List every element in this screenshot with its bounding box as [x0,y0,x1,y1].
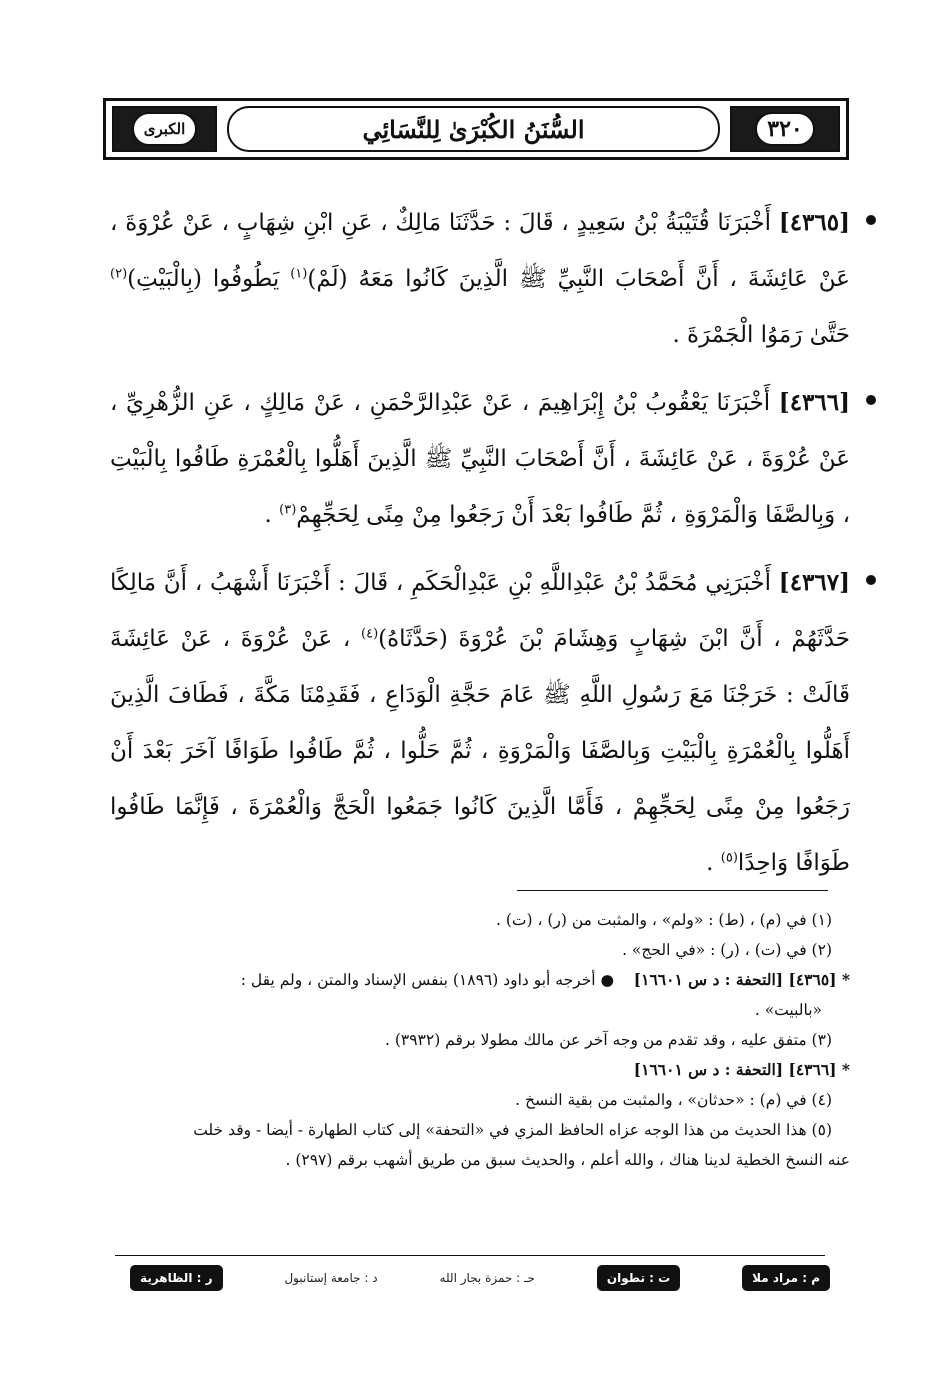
takhrij-continuation: «بالبيت» . [754,1001,822,1019]
footnote-1: (١) في (م) ، (ط) : «ولم» ، والمثبت من (ر) ، (ت) . [495,911,832,929]
hadith-text: ، عَنْ عُرْوَةَ ، عَنْ عَائِشَةَ قَالَتْ : خَرَجْنَا مَعَ رَسُولِ اللَّهِ ﷺ عَامَ حَجَّةِ الْوَدَاعِ ، فَقَدِمْنَا مَكَّةَ ، فَطَافَ الَّذِينَ أَهَلُّوا بِالْعُمْرَةِ بِالْبَيْتِ وَبِالصَّفَا وَالْمَرْوَةِ ، ثُمَّ حَلُّوا ، ثُمَّ طَافُوا طَوَافًا آخَرَ بَعْدَ أَنْ رَجَعُوا مِنْ مِنًى لِحَجِّهِمْ ، فَأَمَّا الَّذِينَ كَانُوا جَمَعُوا الْحَجَّ وَالْعُمْرَةَ ، فَإِنَّمَا طَافُوا طَوَافًا وَاحِدًا [110,626,850,876]
footnote-3: (٣) متفق عليه ، وقد تقدم من وجه آخر عن مالك مطولا برقم (٣٩٣٢) . [384,1031,832,1049]
footnote-ref: (٥) [720,850,738,866]
bullet-icon [866,215,876,225]
hadith-text: أَخْبَرَنِي مُحَمَّدُ بْنُ عَبْدِاللَّهِ بْنِ عَبْدِالْحَكَمِ ، قَالَ : أَخْبَرَنَا أَشْهَبُ ، أَنَّ مَالِكًا حَدَّثَهُمْ ، أَنَّ ابْنَ شِهَابٍ وَهِشَامَ بْنَ عُرْوَةَ (حَدَّثَاهُ) [110,570,850,652]
page-number-frame [730,106,840,152]
footnote-ref: (١) [290,266,308,282]
takhrij-text: ● أخرجه أبو داود (١٨٩٦) بنفس الإسناد والمتن ، ولم يقل : [240,971,615,989]
hadith-text: أَخْبَرَنَا قُتَيْبَةُ بْنُ سَعِيدٍ ، قَالَ : حَدَّثَنَا مَالِكٌ ، عَنِ ابْنِ شِهَابٍ ، عَنْ عُرْوَةَ ، عَنْ عَائِشَةَ ، أَنَّ أَصْحَابَ النَّبِيِّ ﷺ الَّذِينَ كَانُوا مَعَهُ (لَمْ) [110,210,850,292]
footnote-ref: (٤) [361,626,379,642]
footnote-4: (٤) في (م) : «حدثان» ، والمثبت من بقية النسخ . [515,1091,832,1109]
manuscript-legend [130,1264,830,1292]
legend-r: ر : الظاهرية [130,1265,222,1291]
hadith-4366 [110,375,850,543]
book-emblem [112,106,217,152]
footnote-divider [517,890,828,891]
hadith-number: [٤٣٦٦] [778,389,850,416]
hadith-4367 [110,555,850,891]
footnote-ref: (٢) [110,266,128,282]
hadith-number: [٤٣٦٥] [778,209,851,236]
takhrij-4366: * [٤٣٦٦] [التحفة : د س ١٦٦٠١] [633,1060,850,1079]
footnotes [115,905,850,1175]
legend-h: حـ : حمزة بجار الله [439,1271,535,1285]
takhrij-label: * [٤٣٦٥] [التحفة : د س ١٦٦٠١] [633,970,850,989]
bullet-icon [866,395,876,405]
hadith-text: يَطُوفُوا (بِالْبَيْتِ) [127,266,291,292]
footnote-5-continuation: عنه النسخ الخطية لدينا هناك ، والله أعلم ، والحديث سبق من طريق أشهب برقم (٢٩٧) . [285,1151,850,1169]
footnote-5: (٥) هذا الحديث من هذا الوجه عزاه الحافظ المزي في «التحفة» إلى كتاب الطهارة - أيضا - وقد خلت [193,1121,832,1139]
footnote-2: (٢) في (ت) ، (ر) : «في الحج» . [622,941,832,959]
legend-m: م : مراد ملا [742,1265,830,1291]
emblem-text: الكبرى [132,112,198,146]
hadith-text: . [264,502,280,528]
page-header [103,98,849,160]
footer-divider [115,1255,825,1256]
takhrij-4365 [115,965,850,1025]
hadith-4365 [110,195,850,363]
page-number: ٣٢٠ [755,112,814,146]
legend-t: ت : تطوان [597,1265,680,1291]
bullet-icon [866,575,876,585]
hadith-text: أَخْبَرَنَا يَعْقُوبُ بْنُ إِبْرَاهِيمَ ، عَنْ عَبْدِالرَّحْمَنِ ، عَنْ مَالِكٍ ، عَنِ الزُّهْرِيِّ ، عَنْ عُرْوَةَ ، عَنْ عَائِشَةَ ، أَنَّ أَصْحَابَ النَّبِيِّ ﷺ الَّذِينَ أَهَلُّوا بِالْعُمْرَةِ طَافُوا بِالْبَيْتِ ، وَبِالصَّفَا وَالْمَرْوَةِ ، ثُمَّ طَافُوا بَعْدَ أَنْ رَجَعُوا مِنْ مِنًى لِحَجِّهِمْ [110,390,850,528]
footnote-ref: (٣) [279,502,297,518]
book-title: السُّنَنُ الكُبْرَىٰ لِلنَّسَائِي [227,106,720,152]
main-text [110,195,850,903]
legend-d: د : جامعة إستانبول [284,1271,378,1285]
hadith-number: [٤٣٦٧] [778,569,850,596]
hadith-text: . [706,850,721,876]
hadith-text: حَتَّىٰ رَمَوُا الْجَمْرَةَ . [672,322,850,348]
